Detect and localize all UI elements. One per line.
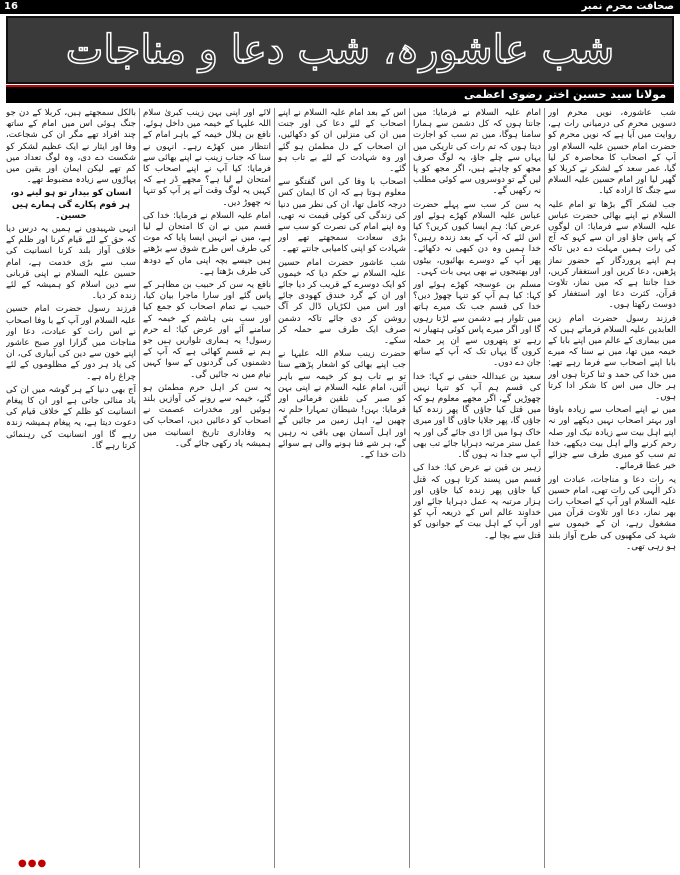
column-divider (409, 108, 410, 868)
headline: شب عاشورہ، شب دعا و مناجات (65, 27, 615, 73)
paragraph: فرزند رسول حضرت امام زین العابدین علیہ السلام فرماتے ہیں کہ میں بیماری کے عالم میں اپنے بابا کے خیمہ میں تھا، میں نے سنا کہ میرے بابا اپنے اصحاب سے فرما رہے تھے: میں خدا کی حمد و ثنا کرتا ہوں اور ہر حال میں اس کا شکر ادا کرتا ہوں۔ (548, 313, 676, 403)
paragraph: شب عاشورہ، نویں محرم اور دسویں محرم کی درمیانی رات ہے، روایت میں آیا ہے کہ نویں محرم کو حضرت امام حسین علیہ السلام اور آپ کے اصحاب کا محاصرہ کر لیا گیا، عمر سعد کے لشکر نے کربلا کو گھیر لیا اور امام حسین علیہ السلام سے جنگ کا ارادہ کیا۔ (548, 108, 676, 197)
article-column-1 (548, 108, 676, 870)
paragraph: فرزند رسول حضرت امام حسین علیہ السلام اور آپ کے با وفا اصحاب نے اس رات کو عبادت، دعا اور مناجات میں گزارا اور صبح عاشور اپنے خون سے دین کی آبیاری کی، ان کی یاد ہر دور کے مظلوموں کے لئے چراغ راہ ہے۔ (6, 304, 136, 382)
paragraph: امام علیہ السلام نے فرمایا: میں جانتا ہوں کہ کل دشمن سے ہمارا سامنا ہوگا، میں تم سب کو اجازت دیتا ہوں کہ تم رات کی تاریکی میں یہاں سے چلے جاؤ، یہ لوگ صرف مجھ کو چاہتے ہیں، اگر مجھ کو پا لیں گے تو دوسروں سے کوئی مطلب نہ رکھیں گے۔ (413, 108, 541, 197)
column-divider (274, 108, 275, 868)
byline-author: مولانا سید حسین اختر رضوی اعظمی (464, 88, 666, 101)
end-of-article-mark: ●●● (18, 858, 48, 869)
article-column-2 (413, 108, 541, 870)
section-label: صحافت محرم نمبر (581, 1, 674, 12)
column-divider (544, 108, 545, 868)
column-divider (139, 108, 140, 868)
paragraph: یہ رات دعا و مناجات، عبادت اور ذکر الٰہی کی رات تھی، امام حسین علیہ السلام اور آپ کے اصحاب رات بھر نماز، دعا اور تلاوت قرآن میں مشغول رہے، ان کے خیموں سے شہد کی مکھیوں کی طرح آواز بلند ہو رہی تھی۔ (548, 474, 676, 552)
paragraph: جب لشکر آگے بڑھا تو امام علیہ السلام نے اپنے بھائی حضرت عباس علیہ السلام سے فرمایا: ان لوگوں کے پاس جاؤ اور ان سے کہو کہ آج کی رات ہمیں مہلت دے دیں تاکہ ہم اپنے پروردگار کے حضور نماز پڑھیں، دعا کریں اور استغفار کریں، خدا جانتا ہے کہ میں نماز، تلاوت قرآن، کثرت دعا اور استغفار کو دوست رکھتا ہوں۔ (548, 199, 676, 311)
byline-bar (6, 85, 674, 103)
paragraph: شب عاشور حضرت امام حسین علیہ السلام نے حکم دیا کہ خیموں کو ایک دوسرے کے قریب کر دیا جائے اور ان کے گرد خندق کھودی جائے اور اس میں لکڑیاں ڈال کر آگ روشن کر دی جائے تاکہ دشمن صرف ایک طرف سے حملہ کر سکے۔ (278, 257, 406, 347)
paragraph: یہ سن کر سب سے پہلے حضرت عباس علیہ السلام کھڑے ہوئے اور عرض کیا: ہم ایسا کیوں کریں؟ کیا اس لئے کہ آپ کے بعد زندہ رہیں؟ خدا ہمیں وہ دن کبھی نہ دکھائے۔ پھر آپ کے دوسرے بھائیوں، بیٹوں اور بھتیجوں نے بھی یہی بات کہی۔ (413, 199, 541, 277)
paragraph: نافع یہ سن کر حبیب بن مظاہر کے پاس گئے اور سارا ماجرا بیان کیا، حبیب نے تمام اصحاب کو جمع کیا اور سب بنی ہاشم کے خیمہ کے سامنے آئے اور عرض کیا: اے حرم رسول! یہ ہماری تلواریں ہیں جو ہم نے قسم کھائی ہے کہ آپ کے دشمنوں کی گردنوں کے سوا کہیں نیام میں نہ جائیں گی۔ (143, 280, 271, 380)
paragraph: اصحاب با وفا کی اس گفتگو سے معلوم ہوتا ہے کہ ان کا ایمان کس درجہ کامل تھا، ان کی نظر میں دنیا کی زندگی کی کوئی قیمت نہ تھی، وہ اپنے امام کی نصرت کو سب سے بڑی سعادت سمجھتے تھے اور شہادت کو اپنی کامیابی جانتے تھے۔ (278, 177, 406, 255)
paragraph: امام علیہ السلام نے فرمایا: خدا کی قسم میں نے ان کا امتحان لے لیا ہے، میں نے انہیں ایسا پایا کہ موت کی طرف اس طرح شوق سے بڑھتے ہیں جیسے بچہ اپنی ماں کے دودھ کی طرف بڑھتا ہے۔ (143, 210, 271, 277)
paragraph: اس کے بعد امام علیہ السلام نے اپنے اصحاب کے لئے دعا کی اور جنت میں ان کی منزلیں ان کو دکھائیں، ان اصحاب کے دل مطمئن ہو گئے اور وہ شہادت کے لئے بے تاب ہو گئے۔ (278, 108, 406, 175)
headline-banner (6, 16, 674, 84)
article-column-4 (143, 108, 271, 870)
paragraph: سعید بن عبداللہ حنفی نے کہا: خدا کی قسم ہم آپ کو تنہا نہیں چھوڑیں گے، اگر مجھے معلوم ہو کہ میں قتل کیا جاؤں گا پھر زندہ کیا جاؤں گا، پھر جلایا جاؤں گا اور میری خاک ہوا میں اڑا دی جائے گی اور یہ عمل ستر مرتبہ دہرایا جائے تب بھی آپ سے جدا نہ ہوں گا۔ (413, 371, 541, 461)
article-column-5 (6, 108, 136, 870)
paragraph: انہی شہیدوں نے ہمیں یہ درس دیا کہ حق کے لئے قیام کرنا اور ظلم کے خلاف آواز بلند کرنا انسانیت کی سب سے بڑی خدمت ہے، امام حسین علیہ السلام نے اپنی قربانی سے دین اسلام کو ہمیشہ کے لئے زندہ کر دیا۔ (6, 224, 136, 302)
paragraph: بالکل سمجھتے ہیں، کربلا کے دن جو جنگ ہوئی اس میں امام کے ساتھ چند افراد تھے مگر ان کی شجاعت، وفا اور ایثار نے ایک عظیم لشکر کو شکست دے دی، وہ لوگ تعداد میں کم تھے لیکن ایمان اور یقین میں پہاڑوں سے زیادہ مضبوط تھے۔ (6, 108, 136, 186)
paragraph: زہیر بن قین نے عرض کیا: خدا کی قسم میں پسند کرتا ہوں کہ قتل کیا جاؤں پھر زندہ کیا جاؤں اور ہزار مرتبہ یہ عمل دہرایا جائے اور خداوند عالم اس کے ذریعہ آپ کو اور آپ کے اہل بیت کے جوانوں کو قتل سے بچا لے۔ (413, 463, 541, 541)
paragraph: حضرت زینب سلام اللہ علیہا نے جب اپنے بھائی کو اشعار پڑھتے سنا تو بے تاب ہو کر خیمہ سے باہر آئیں، امام علیہ السلام نے اپنی بہن کو صبر کی تلقین فرمائی اور فرمایا: بہن! شیطان تمہارا حلم نہ چھین لے، اہل زمین مر جائیں گے اور اہل آسمان بھی باقی نہ رہیں گے، ہر شے فنا ہونے والی ہے سوائے ذات خدا کے۔ (278, 349, 406, 461)
article-column-3 (278, 108, 406, 870)
page-header-bar (0, 0, 680, 14)
paragraph: لائے اور اپنی بہن زینب کبریٰ سلام اللہ علیہا کے خیمہ میں داخل ہوئے، نافع بن ہلال خیمہ کے باہر امام کے انتظار میں کھڑے رہے۔ انہوں نے سنا کہ جناب زینب نے اپنے بھائی سے فرمایا: کیا آپ نے اپنے اصحاب کا امتحان لے لیا ہے؟ مجھے ڈر ہے کہ کہیں یہ لوگ وقت آنے پر آپ کو تنہا نہ چھوڑ دیں۔ (143, 108, 271, 208)
paragraph: میں نے اپنے اصحاب سے زیادہ باوفا اور بہتر اصحاب نہیں دیکھے اور نہ اپنے اہل بیت سے زیادہ نیک اور صلہ رحم کرنے والے اہل بیت دیکھے، خدا تم سب کو میری طرف سے جزائے خیر عطا فرمائے۔ (548, 405, 676, 472)
paragraph: آج بھی دنیا کے ہر گوشہ میں ان کی یاد منائی جاتی ہے اور ان کا پیغام انسانیت کو ظلم کے خلاف قیام کی دعوت دیتا ہے، یہ پیغام ہمیشہ زندہ رہے گا اور انسانیت کی رہنمائی کرتا رہے گا۔ (6, 384, 136, 451)
paragraph: یہ سن کر اہل حرم مطمئن ہو گئے، خیمہ سے رونے کی آوازیں بلند ہوئیں اور مخدرات عصمت نے اصحاب کو دعائیں دیں، اصحاب کی یہ وفاداری تاریخ انسانیت میں ہمیشہ یاد رکھی جائے گی۔ (143, 382, 271, 449)
poetry-couplet: انسان کو بیدار تو ہو لینے دو، ہر قوم پکارے گی ہمارے ہیں حسین۔ (10, 188, 132, 221)
paragraph: مسلم بن عوسجہ کھڑے ہوئے اور کہا: کیا ہم آپ کو تنہا چھوڑ دیں؟ خدا کی قسم جب تک میرے ہاتھ میں تلوار ہے دشمن سے لڑتا رہوں گا اور اگر میرے پاس کوئی ہتھیار نہ رہے تو پتھروں سے ان پر حملہ کروں گا یہاں تک کہ آپ کے ساتھ جان دے دوں۔ (413, 280, 541, 369)
page-number: 16 (4, 1, 18, 12)
